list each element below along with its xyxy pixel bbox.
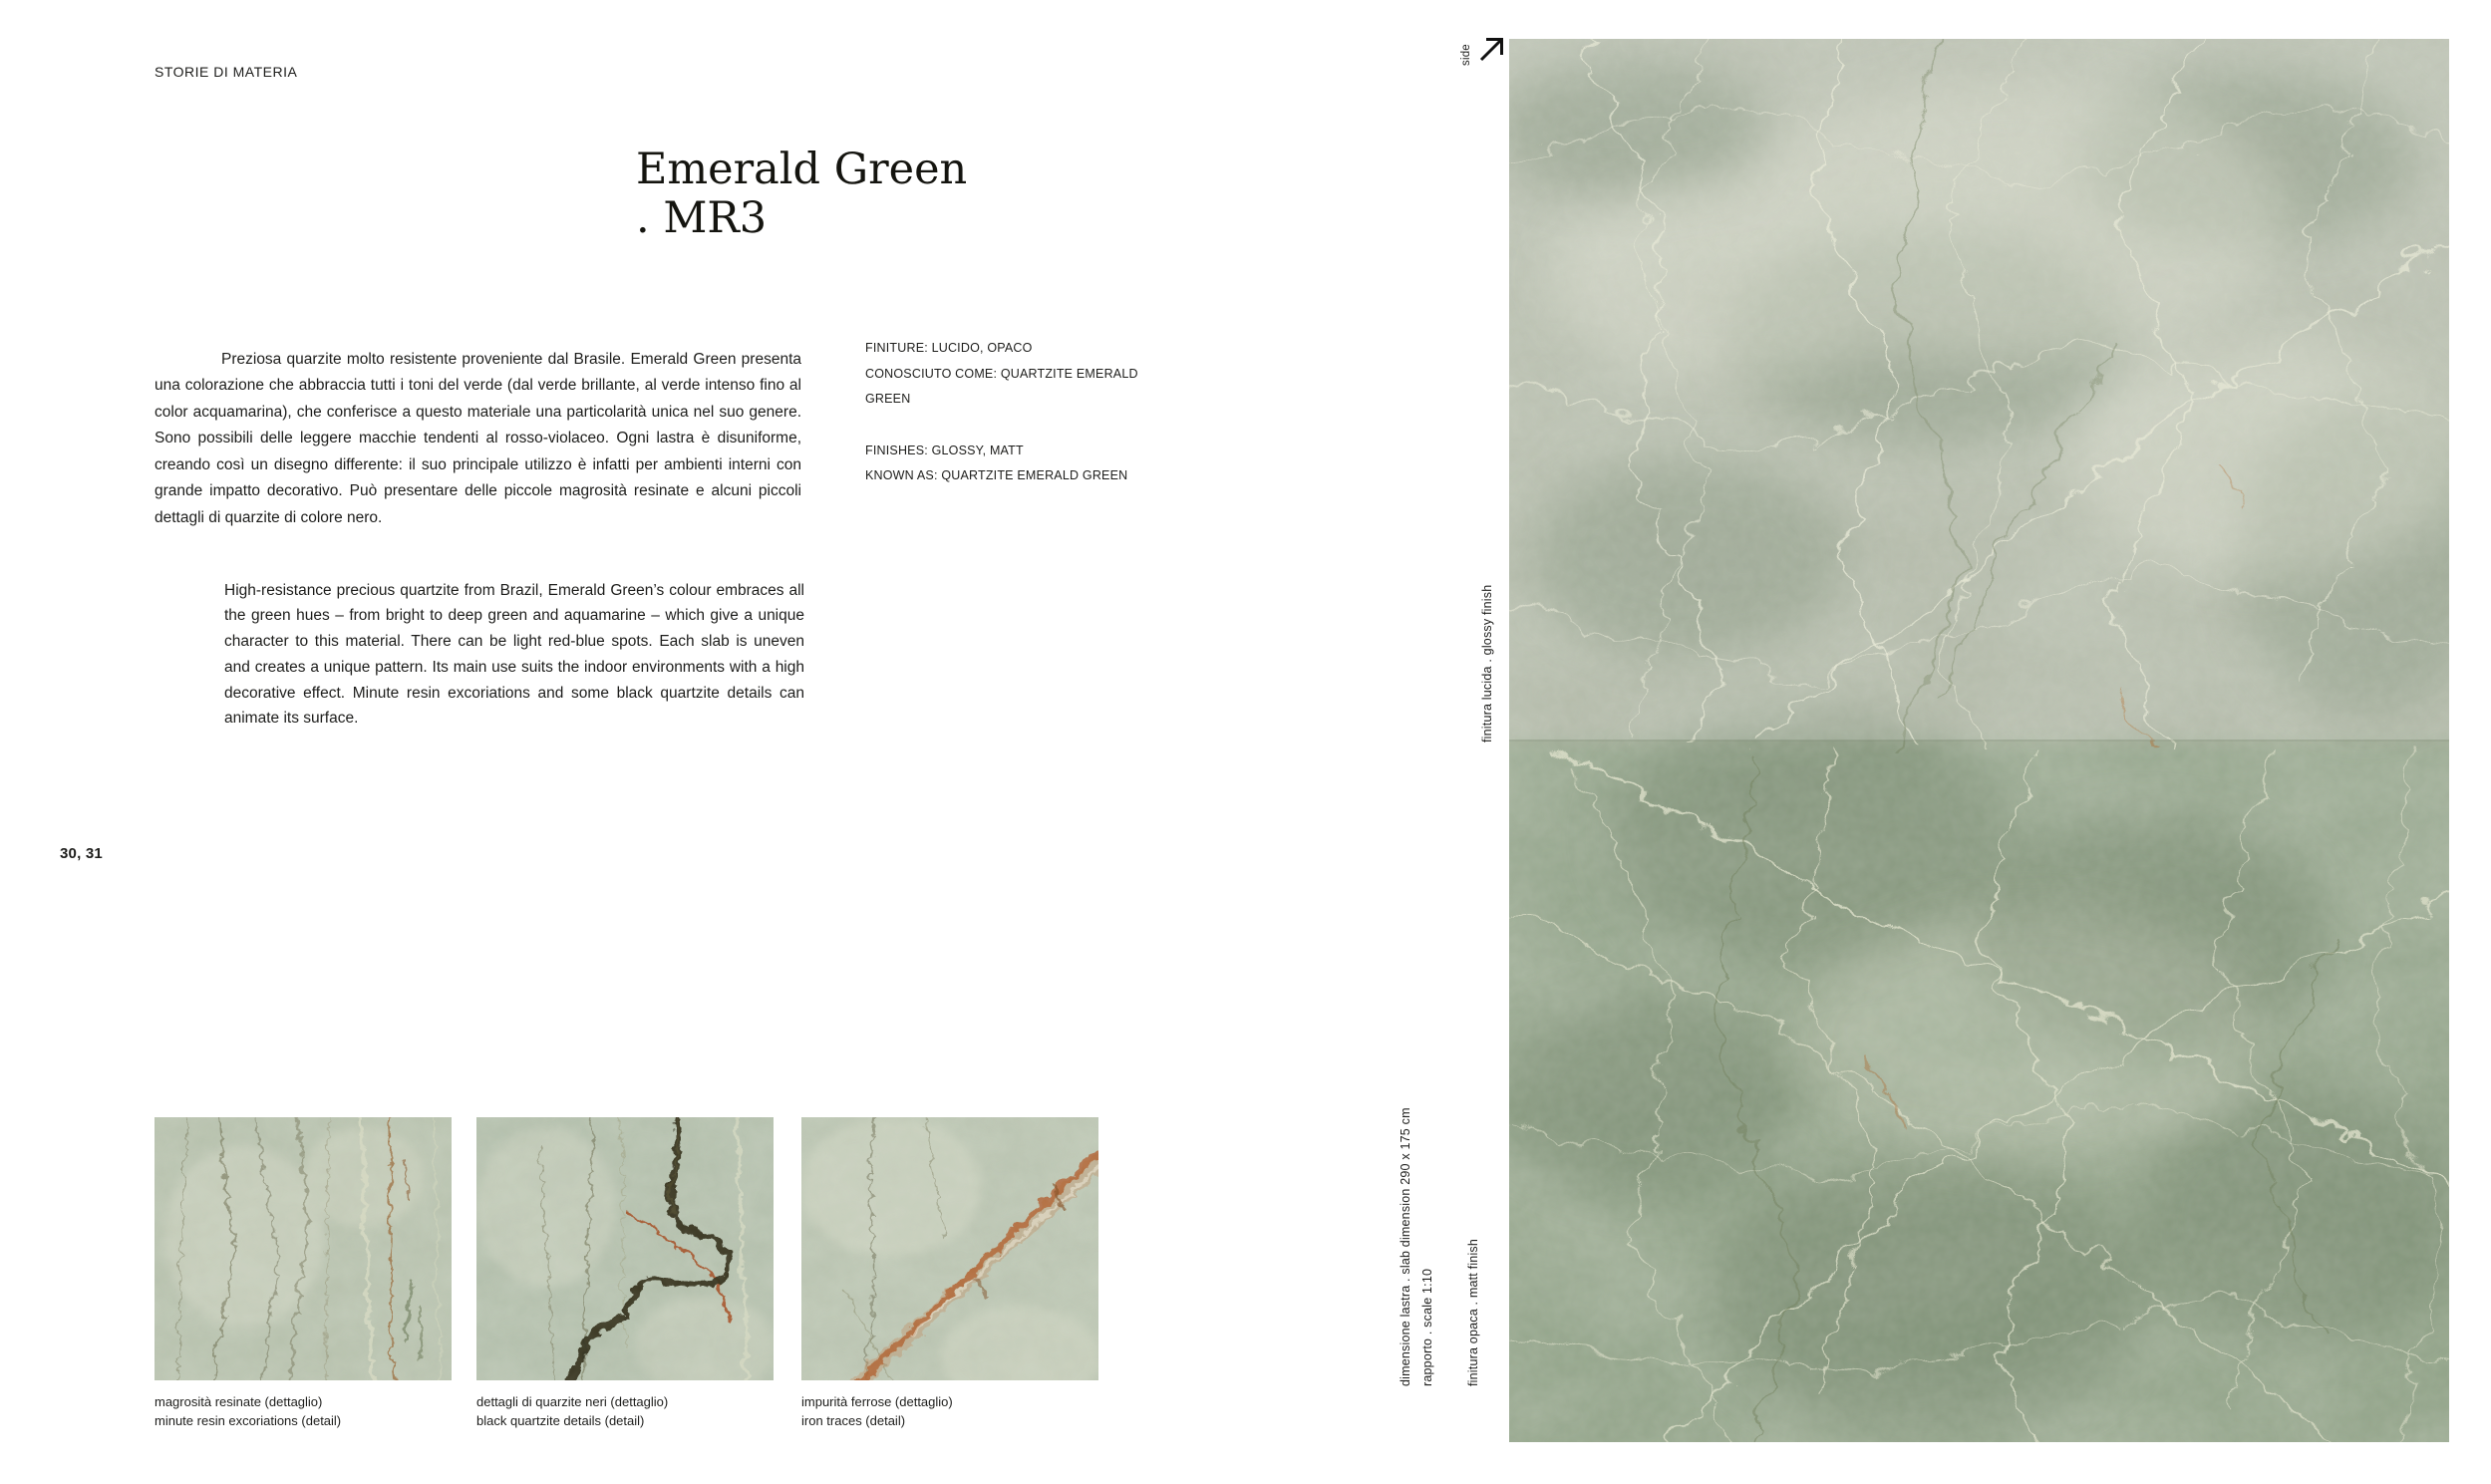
caption-italian: dettagli di quarzite neri (dettaglio) bbox=[476, 1394, 669, 1409]
detail-photo-black-quartzite bbox=[476, 1117, 774, 1380]
caption-english: iron traces (detail) bbox=[801, 1412, 906, 1428]
caption-italian: impurità ferrose (dettaglio) bbox=[801, 1394, 953, 1409]
detail-photo-resin-excoriations bbox=[155, 1117, 452, 1380]
side-label: side bbox=[1460, 44, 1472, 66]
spec-finishes: FINISHES: GLOSSY, MATT bbox=[865, 443, 1024, 457]
description-italian: Preziosa quarzite molto resistente proveniente dal Brasile. Emerald Green presenta una colorazione che abbraccia tutti i toni del verde (dal verde brillante, al verde intenso fino al color acquamarina), che conferisce a questo materiale una particolarità unica nel suo genere. Sono possibili delle leggere macchie tendenti al rosso-violaceo. Ogni lastra è disuniforme, creando così un disegno differente: il suo principale utilizzo è infatti per ambienti interni con grande impatto decorativo. Può presentare delle piccole magrosità resinate e alcuni piccoli dettagli di quarzite di colore nero. bbox=[155, 350, 801, 527]
detail-figure-1 bbox=[155, 1117, 452, 1430]
glossy-finish-label: finitura lucida . glossy finish bbox=[1480, 584, 1494, 742]
spec-conosciuto-come: CONOSCIUTO COME: QUARTZITE EMERALD GREEN bbox=[865, 366, 1138, 406]
caption-english: black quartzite details (detail) bbox=[476, 1412, 645, 1428]
page-numbers: 30, 31 bbox=[60, 845, 103, 862]
caption-italian: magrosità resinate (dettaglio) bbox=[155, 1394, 323, 1409]
spec-finiture: FINITURE: LUCIDO, OPACO bbox=[865, 341, 1033, 355]
detail-photo-iron-traces bbox=[801, 1117, 1098, 1380]
material-code: . MR3 bbox=[636, 193, 768, 243]
detail-caption-2 bbox=[476, 1393, 774, 1430]
specs-column bbox=[865, 336, 1156, 489]
detail-caption-3 bbox=[801, 1393, 1098, 1430]
detail-caption-1 bbox=[155, 1393, 452, 1430]
material-name: Emerald Green bbox=[636, 145, 968, 194]
matt-finish-label: finitura opaca . matt finish bbox=[1466, 1238, 1480, 1386]
slab-scale-label: rapporto . scale 1:10 bbox=[1420, 1268, 1434, 1386]
slab-dimension-label: dimensione lastra . slab dimension 290 x 175 cm bbox=[1399, 1107, 1412, 1386]
arrow-up-right-icon bbox=[1478, 35, 1505, 63]
spec-known-as: KNOWN AS: QUARTZITE EMERALD GREEN bbox=[865, 468, 1128, 482]
series-title: STORIE DI MATERIA bbox=[155, 64, 298, 80]
caption-english: minute resin excoriations (detail) bbox=[155, 1412, 342, 1428]
detail-figure-2 bbox=[476, 1117, 774, 1430]
description-english: High-resistance precious quartzite from Brazil, Emerald Green’s colour embraces all the green hues – from bright to deep green and aquamarine – which give a unique character to this material. There can be light red-blue spots. Each slab is uneven and creates a unique pattern. Its main use suits the indoor environments with a high decorative effect. Minute resin excoriations and some black quartzite details can animate its surface. bbox=[224, 581, 804, 728]
detail-figure-3 bbox=[801, 1117, 1098, 1430]
material-title bbox=[636, 146, 967, 243]
slab-photo bbox=[1509, 39, 2449, 1442]
